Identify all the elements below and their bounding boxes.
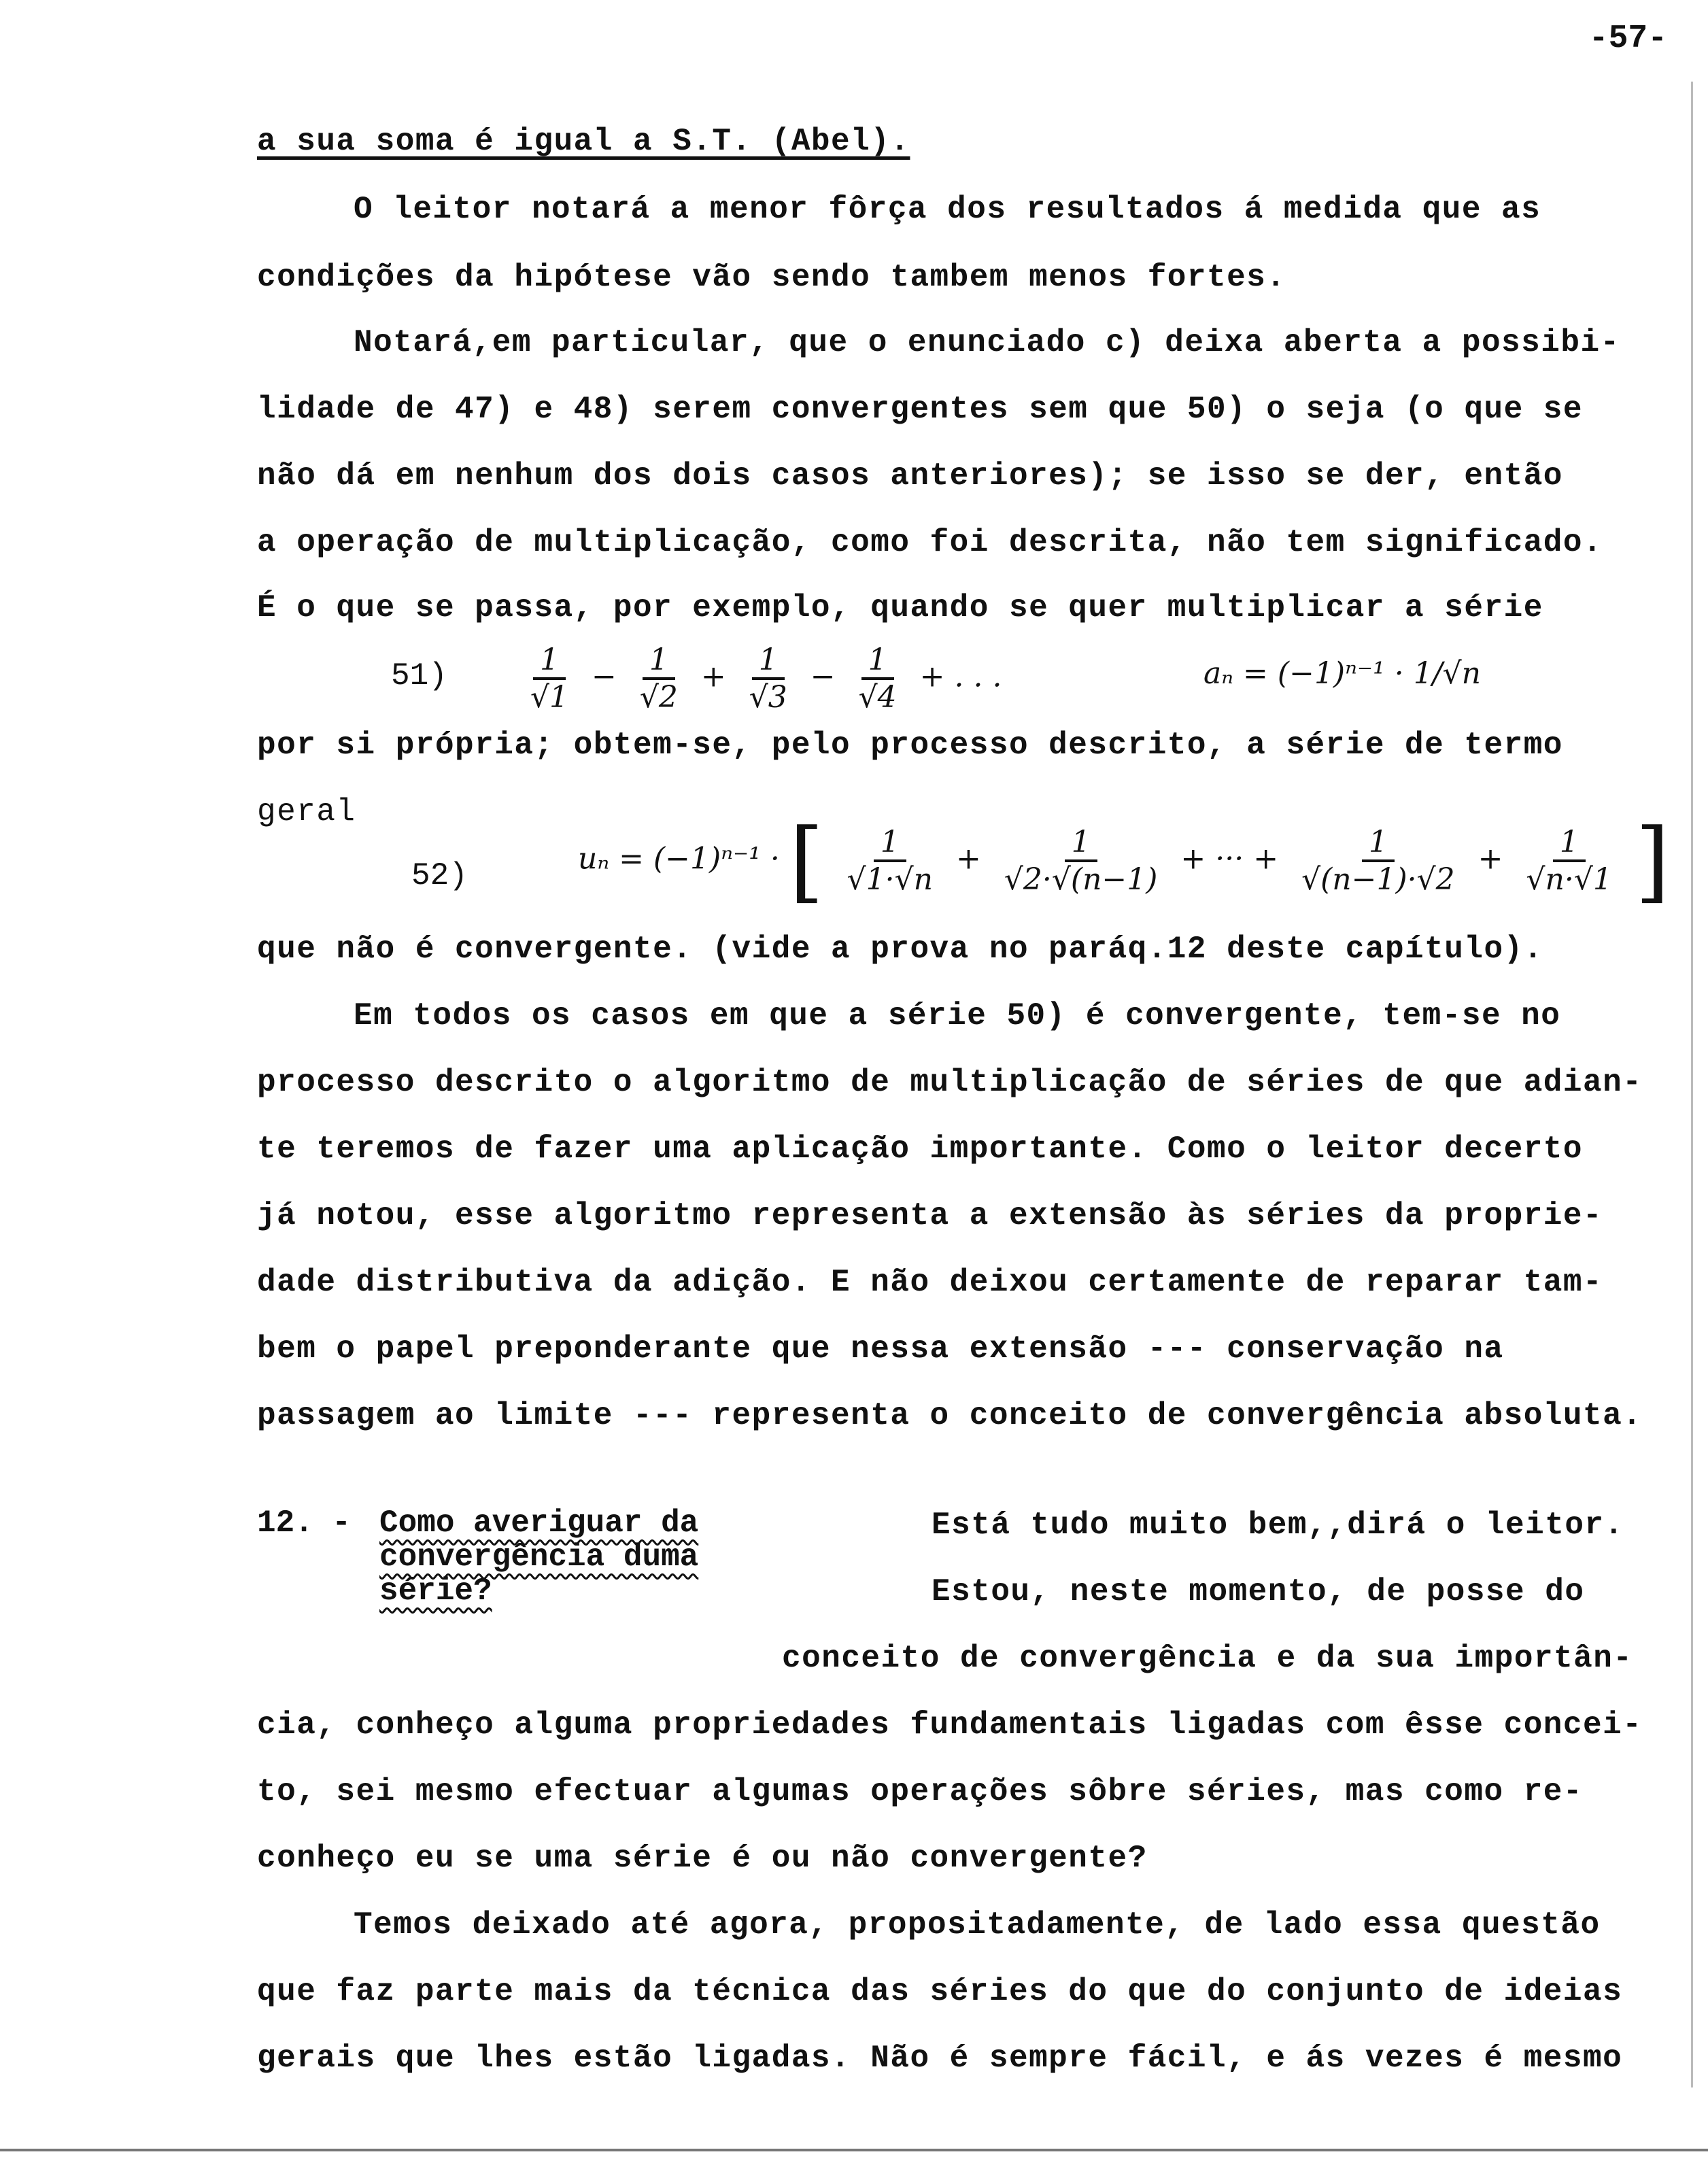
equation-label-51: 51) <box>391 658 447 694</box>
text-line: conheço eu se uma série é ou não convergente? <box>257 1841 1148 1876</box>
text-line: geral <box>257 794 356 830</box>
text-line: condições da hipótese vão sendo tambem menos fortes. <box>257 260 1286 295</box>
fraction: $\frac{1}{√4}$ <box>858 643 897 715</box>
equation-52: uₙ = (−1)ⁿ⁻¹ · [ $\frac{1}{√1\cdot√n}$ + $\frac{1}{√2\cdot√(n-1)}$ + ··· + $\frac{1}{√(n-1)\cdot√2}$ + $\frac{1}{√n\cdot√1}$ ] <box>578 809 1670 913</box>
fraction: $\frac{1}{√1\cdot√n}$ <box>847 825 933 897</box>
text-line: a operação de multiplicação, como foi descrita, não tem significado. <box>257 525 1603 560</box>
fraction: $\frac{1}{√3}$ <box>749 643 787 715</box>
fraction: $\frac{1}{√n\cdot√1}$ <box>1526 825 1612 897</box>
fraction: $\frac{1}{√1}$ <box>530 643 569 715</box>
text-line: já notou, esse algoritmo representa a extensão às séries da proprie- <box>257 1198 1603 1233</box>
equation-label-52: 52) <box>411 858 468 893</box>
text-line: É o que se passa, por exemplo, quando se quer multiplicar a série <box>257 590 1543 626</box>
fraction: $\frac{1}{√(n-1)\cdot√2}$ <box>1301 825 1455 897</box>
text-line: por si própria; obtem-se, pelo processo descrito, a série de termo <box>257 728 1563 763</box>
text-line: Temos deixado até agora, propositadamente, de lado essa questão <box>354 1907 1601 1943</box>
title-line: série? <box>379 1573 492 1609</box>
page-number: -57- <box>1588 20 1667 57</box>
text-line: bem o papel preponderante que nessa extensão --- conservação na <box>257 1331 1504 1367</box>
text-line: O leitor notará a menor fôrça dos resultados á medida que as <box>354 192 1541 227</box>
fraction: $\frac{1}{√2\cdot√(n-1)}$ <box>1004 825 1158 897</box>
text-line: não dá em nenhum dos dois casos anteriores); se isso se der, então <box>257 458 1563 494</box>
text-line: dade distributiva da adição. E não deixou certamente de reparar tam- <box>257 1265 1603 1300</box>
underlined-text: a sua soma é igual a S.T. (Abel). <box>257 124 910 159</box>
equation-51: $\frac{1}{√1}$ − $\frac{1}{√2}$ + $\frac{1}{√3}$ − $\frac{1}{√4}$ + . . . <box>517 643 1002 715</box>
text-line: to, sei mesmo efectuar algumas operações sôbre séries, mas como re- <box>257 1774 1584 1809</box>
section-number: 12. - <box>257 1505 352 1541</box>
text-line: Notará,em particular, que o enunciado c) deixa aberta a possibi- <box>354 325 1620 360</box>
section-heading <box>257 1505 699 1609</box>
text-line: que não é convergente. (vide a prova no paráq.12 deste capítulo). <box>257 932 1543 967</box>
text-line: conceito de convergência e da sua importân- <box>782 1641 1633 1676</box>
text-line: Está tudo muito bem,,dirá o leitor. <box>932 1507 1624 1543</box>
text-line: Estou, neste momento, de posse do <box>932 1574 1585 1609</box>
fraction: $\frac{1}{√2}$ <box>639 643 678 715</box>
equation-lhs: uₙ = (−1)ⁿ⁻¹ · <box>578 841 780 876</box>
text-line: lidade de 47) e 48) serem convergentes sem que 50) o seja (o que se <box>257 392 1584 427</box>
text-line: gerais que lhes estão ligadas. Não é sempre fácil, e ás vezes é mesmo <box>257 2041 1623 2076</box>
text-line: Em todos os casos em que a série 50) é convergente, tem-se no <box>354 998 1561 1034</box>
text-line: cia, conheço alguma propriedades fundamentais ligadas com êsse concei- <box>257 1707 1643 1743</box>
text-line: que faz parte mais da técnica das séries do que do conjunto de ideias <box>257 1974 1623 2009</box>
section-title <box>379 1506 733 1608</box>
text-line: te teremos de fazer uma aplicação importante. Como o leitor decerto <box>257 1131 1584 1167</box>
text-line: processo descrito o algoritmo de multiplicação de séries de que adian- <box>257 1065 1643 1100</box>
page-edge <box>0 2149 1708 2151</box>
title-line: convergência duma <box>379 1539 699 1575</box>
general-term-51: aₙ = (−1)ⁿ⁻¹ · 1/√n <box>1203 656 1481 691</box>
title-line: Como averiguar da <box>379 1505 699 1541</box>
page-edge <box>1691 82 1693 2087</box>
text-line: passagem ao limite --- representa o conceito de convergência absoluta. <box>257 1398 1643 1433</box>
text-line <box>257 122 910 160</box>
